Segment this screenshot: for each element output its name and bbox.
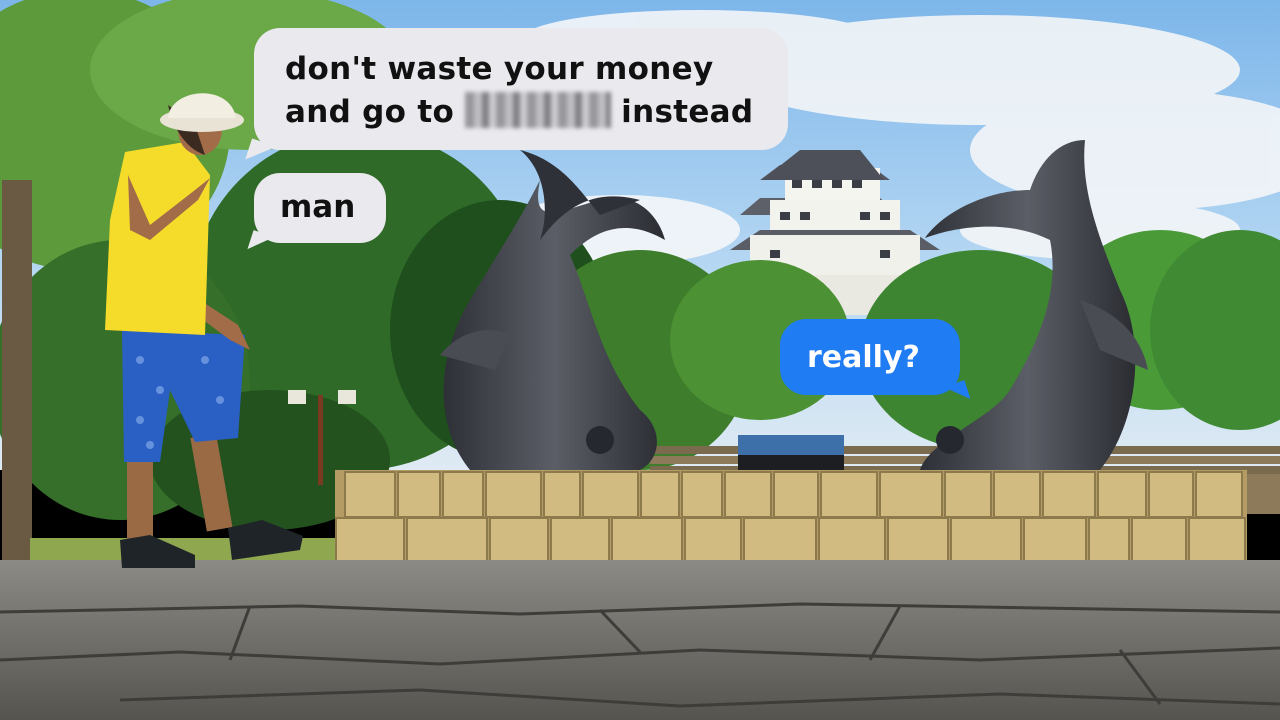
tree-trunk bbox=[2, 180, 32, 560]
bubble-line-1: don't waste your money bbox=[285, 51, 714, 87]
bubble-line-2-start: and go to bbox=[285, 94, 455, 130]
speech-bubble-main bbox=[254, 28, 788, 150]
bubble-line-2 bbox=[285, 91, 788, 134]
bubble-reply-text: really? bbox=[807, 340, 920, 375]
info-plaque bbox=[738, 435, 844, 473]
redacted-word-blur bbox=[465, 92, 611, 128]
bubble-man-text: man bbox=[280, 189, 356, 225]
speech-bubble-reply bbox=[780, 319, 960, 395]
speech-bubble-man bbox=[254, 173, 386, 243]
stone-wall bbox=[335, 470, 1247, 565]
bubble-line-2-end: instead bbox=[621, 94, 754, 130]
